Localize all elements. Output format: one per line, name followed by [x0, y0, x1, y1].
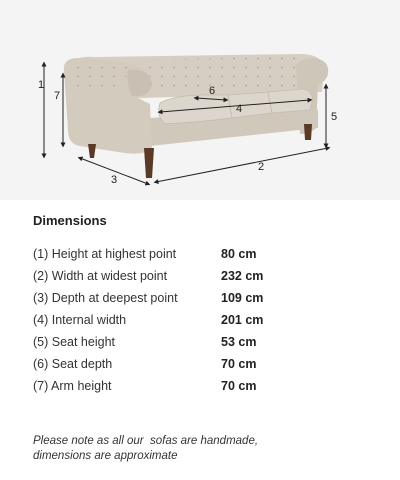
dimension-label: (4) Internal width [33, 313, 127, 327]
callout-2: 2 [258, 161, 265, 173]
dimension-value: 70 cm [221, 379, 257, 393]
dimension-label: (2) Width at widest point [33, 269, 168, 283]
callout-3: 3 [111, 174, 118, 186]
sofa-leg-front-left [144, 148, 154, 178]
dimension-value: 80 cm [221, 247, 257, 261]
dimension-value: 232 cm [221, 269, 264, 283]
sofa-dimension-figure [0, 0, 400, 200]
dimension-row-seat-depth [33, 353, 373, 375]
callout-5: 5 [331, 111, 338, 123]
dimension-label: (5) Seat height [33, 335, 115, 349]
callout-7: 7 [54, 90, 61, 102]
dimension-value: 109 cm [221, 291, 264, 305]
dimensions-heading: Dimensions [33, 213, 107, 228]
dimension-label: (3) Depth at deepest point [33, 291, 178, 305]
dimension-row-width [33, 265, 373, 287]
dimension-value: 70 cm [221, 357, 257, 371]
callout-1: 1 [38, 79, 45, 91]
dim-line-width [156, 148, 328, 182]
dimension-label: (6) Seat depth [33, 357, 113, 371]
handmade-note [33, 434, 373, 464]
dimension-row-internal-width [33, 309, 373, 331]
sofa-leg-back-left [88, 144, 96, 158]
sofa-illustration [0, 0, 400, 200]
dimension-row-seat-height [33, 331, 373, 353]
handmade-note-line-2: dimensions are approximate [33, 450, 178, 462]
sofa-left-arm-tufting [70, 64, 128, 92]
dimension-row-depth [33, 287, 373, 309]
seat-cushion-3 [268, 89, 312, 113]
dimension-value: 53 cm [221, 335, 257, 349]
dimension-value: 201 cm [221, 313, 264, 327]
dimension-label: (7) Arm height [33, 379, 112, 393]
handmade-note-line-1: Please note as all our sofas are handmade, [33, 435, 259, 447]
dimension-label: (1) Height at highest point [33, 247, 177, 261]
dimensions-list [33, 243, 373, 397]
callout-6: 6 [209, 85, 216, 97]
sofa-leg-front-right [304, 124, 312, 140]
dimension-row-height [33, 243, 373, 265]
callout-4: 4 [236, 103, 243, 115]
dimension-row-arm-height [33, 375, 373, 397]
